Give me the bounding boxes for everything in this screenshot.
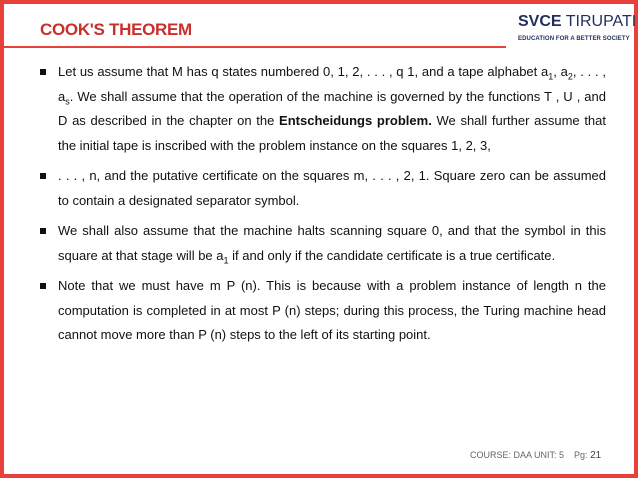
bullet-square-icon — [40, 228, 46, 234]
title-underline — [0, 46, 506, 48]
bullet-square-icon — [40, 173, 46, 179]
svce-logo — [518, 12, 637, 52]
bullet-item-2: . . . , n, and the putative certificate on the squares m, . . . , 2, 1. Square zero can be assumed to contain a designated separator symbol. — [40, 164, 606, 213]
bullet-item-1: Let us assume that M has q states numbered 0, 1, 2, . . . , q 1, and a tape alphabet $a_1$, $a_2$, . . . , $a_s$. We shall assume that the operation of the machine is governed by the functions T , U , and D as described in the chapter on the Entscheidungs problem. We shall further assume that the initial tape is inscribed with the problem instance on the squares 1, 2, 3, — [40, 60, 606, 158]
bullet-square-icon — [40, 283, 46, 289]
footer-course: COURSE: DAA UNIT: 5 — [470, 450, 565, 460]
bullet-square-icon — [40, 69, 46, 75]
right-border — [634, 0, 638, 478]
bottom-border — [0, 474, 638, 478]
logo-tagline: EDUCATION FOR A BETTER SOCIETY — [518, 36, 630, 42]
footer-page-number: 21 — [590, 450, 602, 461]
logo-brand-bold: SVCE — [518, 13, 562, 30]
logo-wordmark — [518, 12, 637, 32]
slide-footer — [470, 450, 601, 461]
left-border — [0, 0, 4, 478]
logo-brand-light: TIRUPATI — [565, 13, 637, 30]
slide-title: COOK'S THEOREM — [40, 20, 192, 39]
top-border — [0, 0, 638, 4]
footer-page-label: Pg: — [574, 450, 588, 460]
bullet-item-4: Note that we must have m P (n). This is because with a problem instance of length n the computation is completed in at most P (n) steps; during this process, the Turing machine head cannot move more than P (n) steps to the left of its starting point. — [40, 274, 606, 348]
bullet-item-3: We shall also assume that the machine halts scanning square 0, and that the symbol in this square at that stage will be $a_1$ if and only if the candidate certificate is a true certificate. — [40, 219, 606, 268]
bullet-list — [40, 60, 606, 354]
